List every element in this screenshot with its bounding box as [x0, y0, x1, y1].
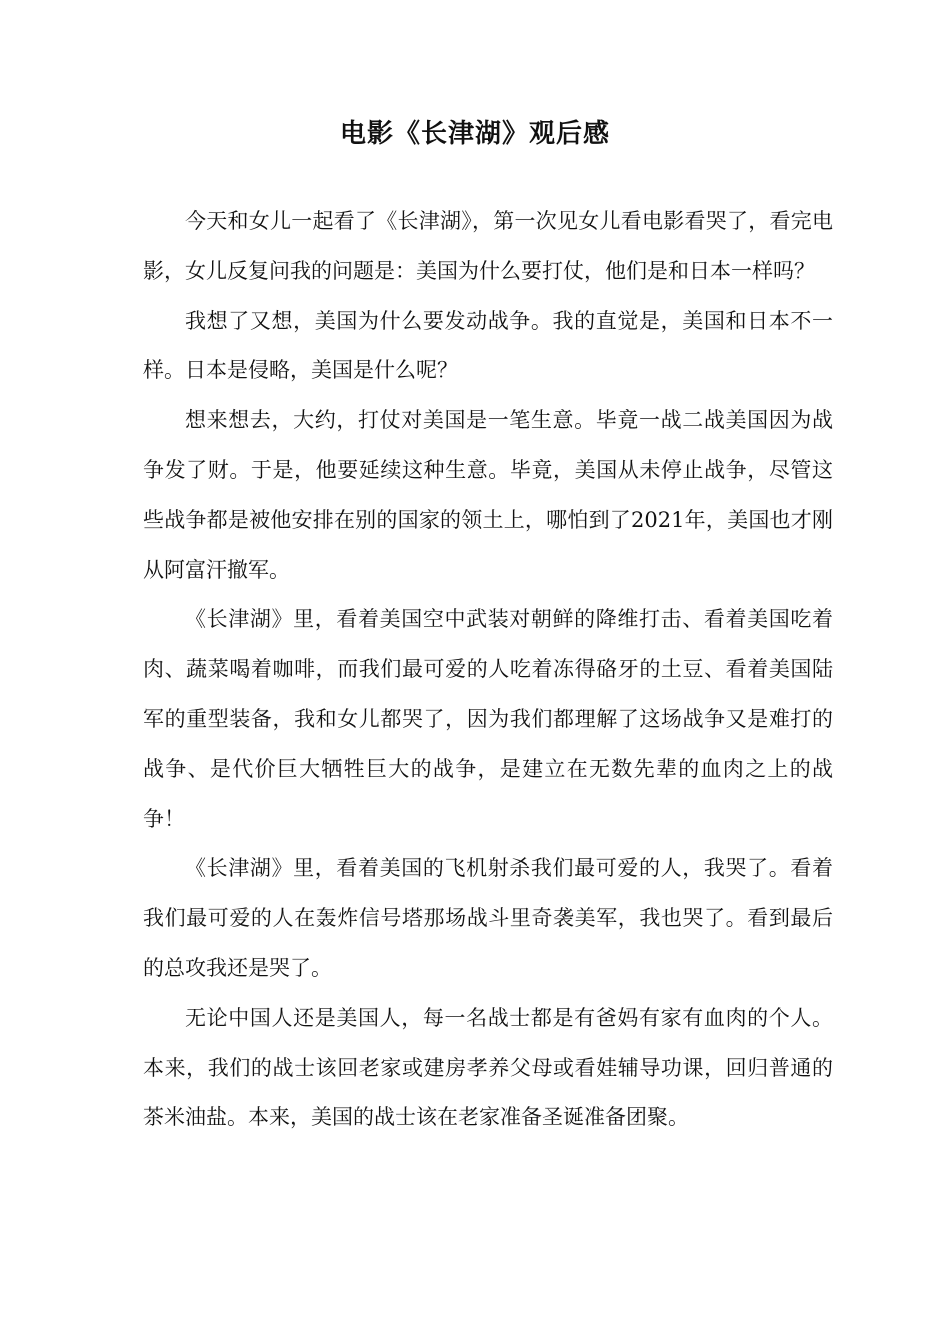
paragraph-5: 《长津湖》里，看着美国的飞机射杀我们最可爱的人，我哭了。看着我们最可爱的人在轰炸信号塔那场战斗里奇袭美军，我也哭了。看到最后的总攻我还是哭了。: [143, 856, 833, 980]
paragraph-6: 无论中国人还是美国人，每一名战士都是有爸妈有家有血肉的个人。本来，我们的战士该回老家或建房孝养父母或看娃辅导功课，回归普通的茶米油盐。本来，美国的战士该在老家准备圣诞准备团聚。: [143, 1005, 833, 1130]
paragraph-4: 《长津湖》里，看着美国空中武装对朝鲜的降维打击、看着美国吃着肉、蔬菜喝着咖啡，而我们最可爱的人吃着冻得硌牙的土豆、看着美国陆军的重型装备，我和女儿都哭了，因为我们都理解了这场战争又是难打的战争、是代价巨大牺牲巨大的战争，是建立在无数先辈的血肉之上的战争！: [143, 607, 833, 831]
paragraph-1: 今天和女儿一起看了《长津湖》，第一次见女儿看电影看哭了，看完电影，女儿反复问我的问题是：美国为什么要打仗，他们是和日本一样吗？: [143, 209, 833, 283]
document-body: [143, 197, 833, 1143]
document-title: 电影《长津湖》观后感: [339, 119, 610, 149]
paragraph-2: 我想了又想，美国为什么要发动战争。我的直觉是，美国和日本不一样。日本是侵略，美国是什么呢？: [143, 308, 833, 383]
paragraph-3: 想来想去，大约，打仗对美国是一笔生意。毕竟一战二战美国因为战争发了财。于是，他要延续这种生意。毕竟，美国从未停止战争，尽管这些战争都是被他安排在别的国家的领土上，哪怕到了2021年，美国也才刚从阿富汗撤军。: [143, 408, 833, 582]
